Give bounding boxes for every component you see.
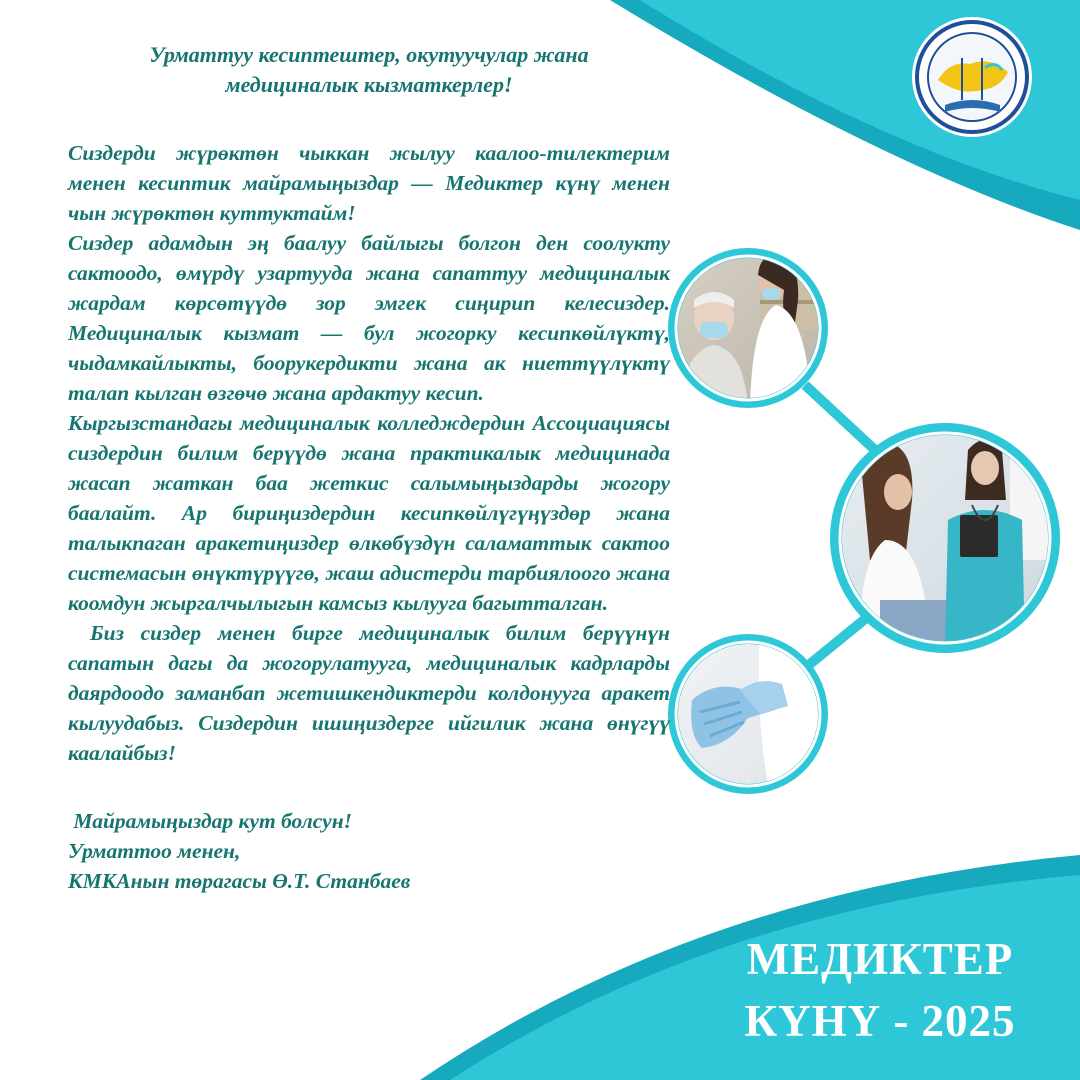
connector-line <box>805 615 870 668</box>
nurse-with-elderly-patient-photo <box>668 248 828 408</box>
title-line: МЕДИКТЕР <box>746 934 1014 984</box>
letter-body <box>68 40 670 896</box>
closing-signature <box>68 806 670 896</box>
paragraph: Кыргызстандагы медициналык колледждердин Ассоциациясы сиздердин билим берүүдө жана практикалык медицинада жасап жаткан баа жеткис салымыңыздарды жогору баалайт. Ар бириңиздердин кесипкөйлүгүңүздөр жана талыкпаган аракетиңиздер өлкөбүздүн саламаттык сактоо системасын өнүктүрүүгө, жаш адистерди тарбиялоого жана коомдун жыргалчылыгын камсыз кылууга багытталган. <box>68 411 670 615</box>
greeting-line: медициналык кызматкерлер! <box>225 72 513 97</box>
paragraph: Сиздерди жүрөктөн чыккан жылуу каалоо-тилектерим менен кесиптик майрамыңыздар — Медиктер күнү менен чын жүрөктөн куттуктайм! <box>68 141 670 225</box>
greeting-line: Урматтуу кесиптештер, окутуучулар жана <box>149 42 589 67</box>
college-association-logo <box>912 17 1032 137</box>
event-title <box>700 928 1060 1052</box>
closing-line: Майрамыңыздар кут болсун! <box>68 809 353 833</box>
doctor-consulting-patient-photo <box>830 423 1060 653</box>
connector-line <box>805 385 875 450</box>
closing-line: Урматтоо менен, <box>68 839 241 863</box>
paragraph: Биз сиздер менен бирге медициналык билим берүүнүн сапатын дагы да жогорулатууга, медициналык кадрларды даярдоодо заманбап жетишкендиктерди колдонууга аракет кылуудабыз. Сиздердин ишиңиздерге ийгилик жана өнүгүү каалайбыз! <box>68 621 670 765</box>
gloved-hands-photo <box>668 634 828 794</box>
closing-line: КМКАнын төрагасы Ө.Т. Станбаев <box>68 869 411 893</box>
title-line: КҮНҮ - 2025 <box>744 996 1016 1046</box>
greeting <box>68 40 670 100</box>
paragraph: Сиздер адамдын эң баалуу байлыгы болгон ден соолукту сактоодо, өмүрдү узартууда жана сапаттуу медициналык жардам көрсөтүүдө зор эмгек сиңирип келесиздер. Медициналык кызмат — бул жогорку кесипкөйлүктү, чыдамкайлыкты, боорукердикти жана ак ниеттүүлүктү талап кылган өзгөчө жана ардактуу кесип. <box>68 231 670 405</box>
